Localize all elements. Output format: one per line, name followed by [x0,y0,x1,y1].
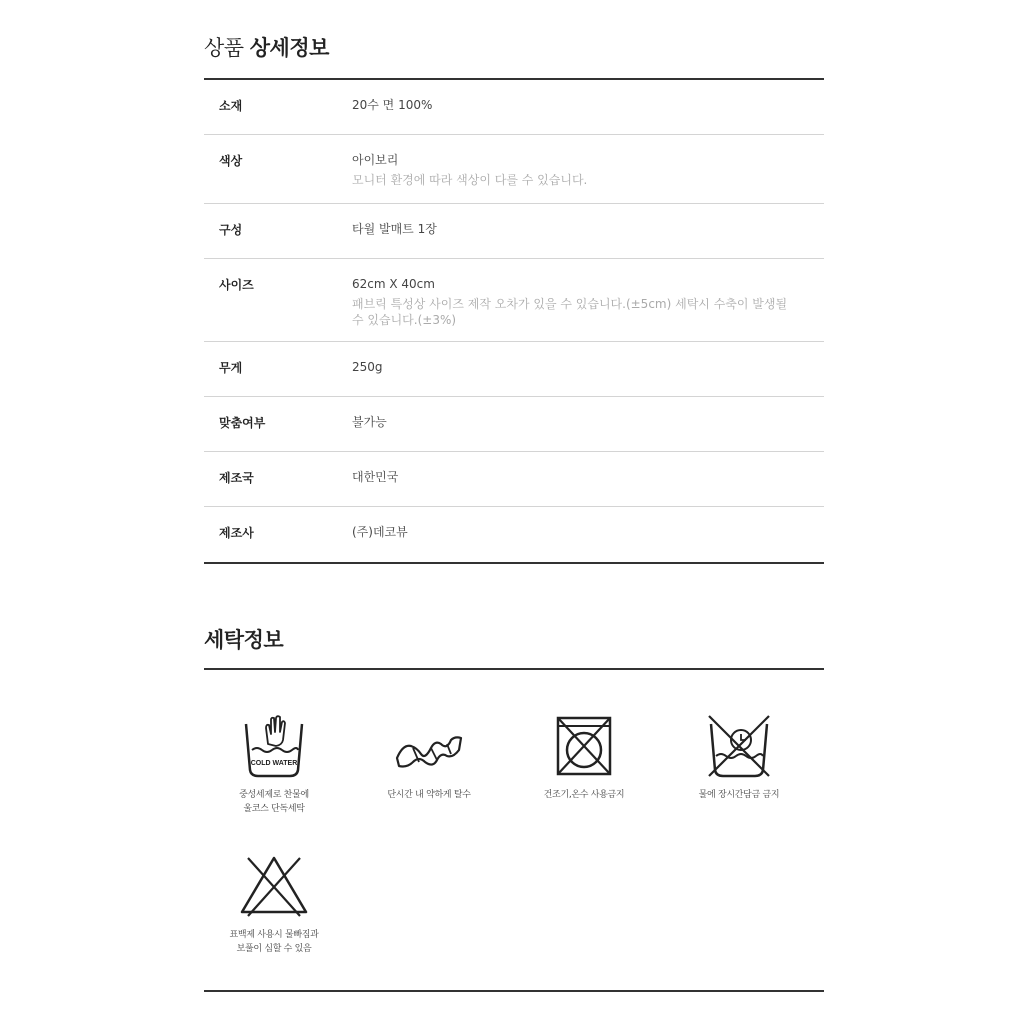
row-value [352,97,792,113]
laundry-item-hand-wash [204,710,344,816]
detail-title-light: 상품 [204,36,244,60]
detail-table [204,80,824,562]
row-value-text: 불가능 [352,415,387,429]
caption [204,928,344,956]
row-value-text: 250g [352,360,383,374]
detail-title-bold: 상세정보 [249,36,329,60]
detail-row-weight [204,342,824,397]
laundry-item-no-bleach [204,850,344,956]
cold-water-label: COLD WATER [250,760,298,767]
row-value [352,221,792,237]
caption-line: 물에 장시간담금 금지 [698,790,780,800]
caption [669,788,809,802]
row-value-text: 아이보리 [352,153,399,167]
row-value-text: 62cm X 40cm [352,277,435,291]
caption-line: 단시간 내 약하게 탈수 [387,790,471,800]
row-note: 모니터 환경에 따라 색상이 다를 수 있습니다. [352,173,588,187]
detail-row-composition [204,204,824,259]
row-value [352,152,792,188]
detail-row-size [204,259,824,342]
gentle-wring-icon [389,710,469,782]
no-tumble-dry-icon [548,710,620,782]
caption-line: 건조기,온수 사용금지 [543,790,625,800]
laundry-item-no-soak [669,710,809,802]
row-value [352,359,792,375]
caption-line: 보풀이 심할 수 있음 [236,944,312,954]
row-note: 패브릭 특성상 사이즈 제작 오차가 있을 수 있습니다.(±5cm) 세탁시 수축이 발생될 수 있습니다.(±3%) [352,297,788,327]
row-label: 제조국 [219,471,254,485]
row-label: 맞춤여부 [219,416,266,430]
no-soak-icon [703,710,775,782]
detail-row-material [204,80,824,135]
row-value [352,276,792,328]
caption [514,788,654,802]
row-label: 사이즈 [219,278,254,292]
row-label: 구성 [219,223,243,237]
detail-row-country [204,452,824,507]
row-value [352,524,792,540]
no-bleach-icon [234,850,314,922]
laundry-bottom-rule [204,990,824,992]
caption-line: 울코스 단독세탁 [243,804,305,814]
row-label: 소재 [219,99,243,113]
row-label: 제조사 [219,526,254,540]
detail-row-color [204,135,824,204]
hand-wash-icon [238,710,310,782]
row-value [352,414,792,430]
detail-row-custom [204,397,824,452]
row-label: 무게 [219,361,243,375]
laundry-title: 세탁정보 [204,628,284,652]
row-value-text: (주)데코뷰 [352,525,408,539]
laundry-item-no-dryer [514,710,654,802]
row-label: 색상 [219,154,243,168]
row-value-text: 타월 발매트 1장 [352,222,437,236]
laundry-item-wring [359,710,499,802]
detail-title [204,32,329,62]
caption-line: 표백제 사용시 물빠짐과 [229,930,319,940]
detail-bottom-rule [204,562,824,564]
detail-row-maker [204,507,824,562]
laundry-top-rule [204,668,824,670]
row-value-text: 대한민국 [352,470,399,484]
row-value [352,469,792,485]
row-value-text: 20수 면 100% [352,98,433,112]
caption [204,788,344,816]
caption [359,788,499,802]
caption-line: 중성세제로 찬물에 [239,790,309,800]
